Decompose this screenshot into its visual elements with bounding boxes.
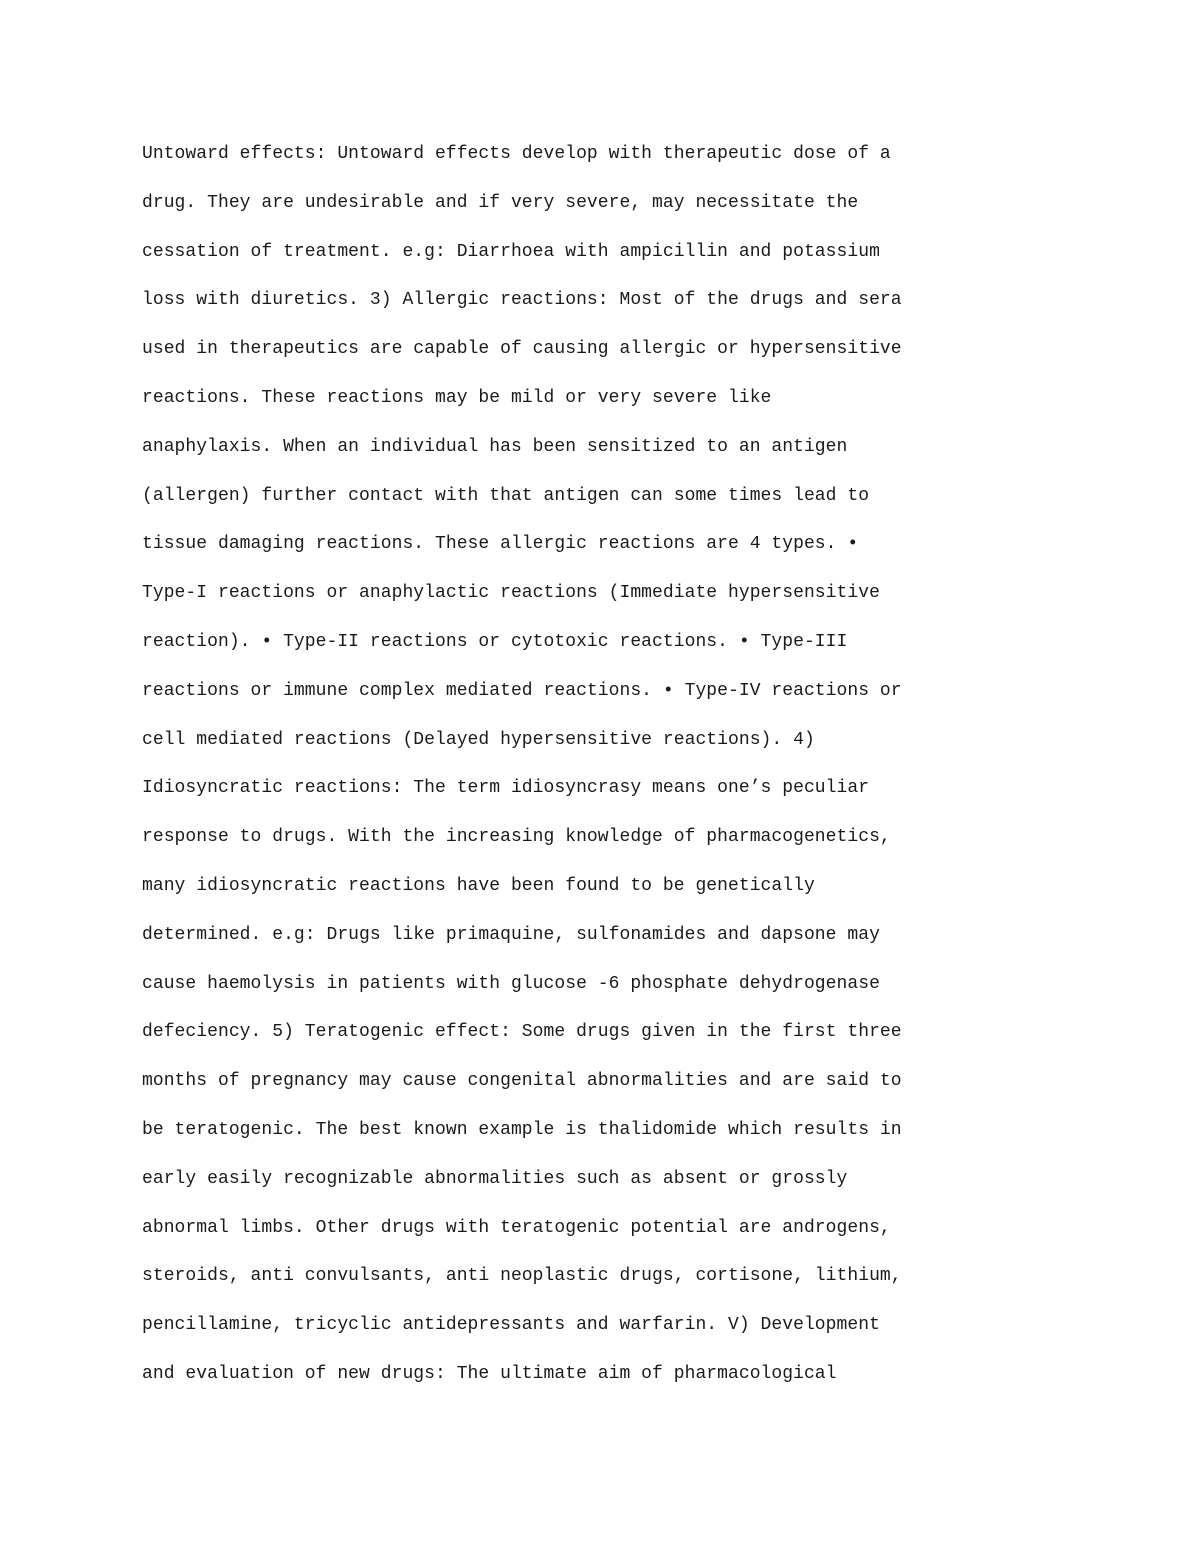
text-line: used in therapeutics are capable of causing allergic or hypersensitive [142,339,902,360]
text-line: defeciency. 5) Teratogenic effect: Some drugs given in the first three [142,1022,902,1043]
text-line: be teratogenic. The best known example is thalidomide which results in [142,1119,902,1140]
text-line: response to drugs. With the increasing knowledge of pharmacogenetics, [142,827,891,848]
text-line: cause haemolysis in patients with glucose -6 phosphate dehydrogenase [142,973,880,994]
text-line: reaction). • Type-II reactions or cytotoxic reactions. • Type-III [142,631,848,652]
text-line: Untoward effects: Untoward effects develop with therapeutic dose of a [142,144,891,164]
body-text [142,138,1102,1407]
text-line: (allergen) further contact with that antigen can some times lead to [142,485,870,506]
text-line: abnormal limbs. Other drugs with teratogenic potential are androgens, [142,1217,891,1238]
text-line: loss with diuretics. 3) Allergic reactions: Most of the drugs and sera [142,290,902,311]
text-line: and evaluation of new drugs: The ultimate aim of pharmacological [142,1363,837,1384]
text-line: Idiosyncratic reactions: The term idiosyncrasy means one’s peculiar [142,778,870,799]
text-line: tissue damaging reactions. These allergic reactions are 4 types. • [142,534,859,555]
text-line: early easily recognizable abnormalities such as absent or grossly [142,1168,848,1189]
text-line: many idiosyncratic reactions have been found to be genetically [142,875,815,896]
text-line: reactions or immune complex mediated reactions. • Type-IV reactions or [142,680,902,701]
text-line: cessation of treatment. e.g: Diarrhoea with ampicillin and potassium [142,241,880,262]
text-line: Type-I reactions or anaphylactic reactions (Immediate hypersensitive [142,583,880,604]
text-line: months of pregnancy may cause congenital abnormalities and are said to [142,1071,902,1092]
text-line: reactions. These reactions may be mild or very severe like [142,387,772,408]
text-line: pencillamine, tricyclic antidepressants and warfarin. V) Development [142,1315,880,1336]
text-line: anaphylaxis. When an individual has been sensitized to an antigen [142,436,848,457]
text-line: determined. e.g: Drugs like primaquine, sulfonamides and dapsone may [142,924,880,945]
text-line: cell mediated reactions (Delayed hypersensitive reactions). 4) [142,729,815,750]
text-line: steroids, anti convulsants, anti neoplastic drugs, cortisone, lithium, [142,1266,902,1287]
text-line: drug. They are undesirable and if very severe, may necessitate the [142,192,859,213]
